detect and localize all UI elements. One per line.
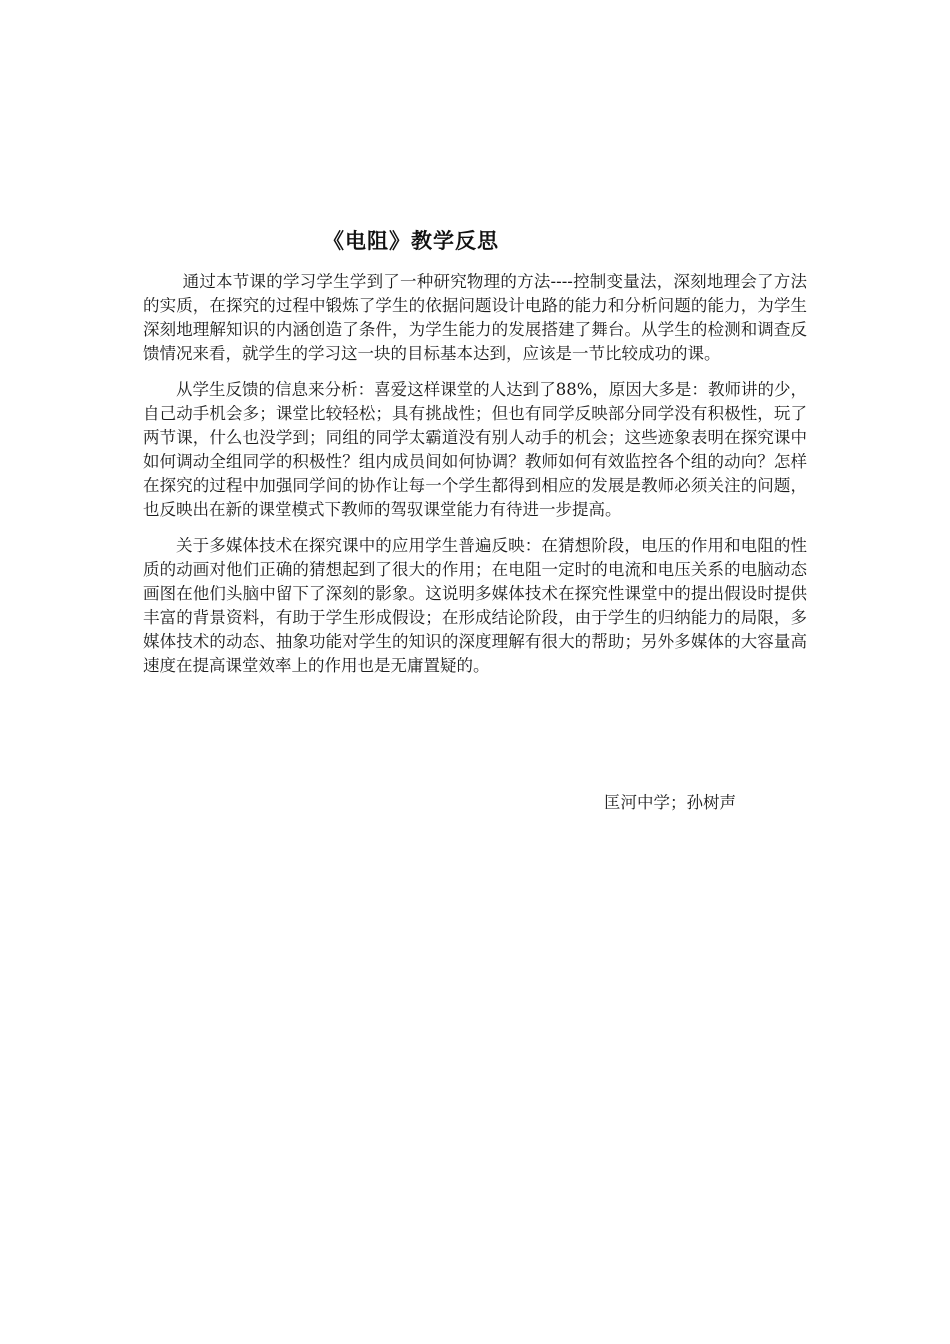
paragraph-1: 通过本节课的学习学生学到了一种研究物理的方法----控制变量法，深刻地理会了方法的实质，在探究的过程中锻炼了学生的依据问题设计电路的能力和分析问题的能力，为学生深刻地理解知识的内涵创造了条件，为学生能力的发展搭建了舞台。从学生的检测和调查反馈情况来看，就学生的学习这一块的目标基本达到，应该是一节比较成功的课。 — [143, 272, 807, 363]
paragraph-3: 关于多媒体技术在探究课中的应用学生普遍反映：在猜想阶段，电压的作用和电阻的性质的动画对他们正确的猜想起到了很大的作用；在电阻一定时的电流和电压关系的电脑动态画图在他们头脑中留下了深刻的影象。这说明多媒体技术在探究性课堂中的提出假设时提供丰富的背景资料，有助于学生形成假设；在形成结论阶段，由于学生的归纳能力的局限，多媒体技术的动态、抽象功能对学生的知识的深度理解有很大的帮助；另外多媒体的大容量高速度在提高课堂效率上的作用也是无庸置疑的。 — [143, 536, 807, 675]
author-signature: 匡河中学；孙树声 — [604, 793, 736, 812]
document-title: 《电阻》教学反思 — [323, 229, 499, 253]
document-body — [143, 270, 807, 690]
paragraph-2: 从学生反馈的信息来分析：喜爱这样课堂的人达到了88%，原因大多是：教师讲的少，自己动手机会多；课堂比较轻松；具有挑战性；但也有同学反映部分同学没有积极性，玩了两节课，什么也没学到；同组的同学太霸道没有别人动手的机会；这些迹象表明在探究课中如何调动全组同学的积极性？组内成员间如何协调？教师如何有效监控各个组的动向？怎样在探究的过程中加强同学间的协作让每一个学生都得到相应的发展是教师必须关注的问题，也反映出在新的课堂模式下教师的驾驭课堂能力有待进一步提高。 — [143, 380, 807, 519]
